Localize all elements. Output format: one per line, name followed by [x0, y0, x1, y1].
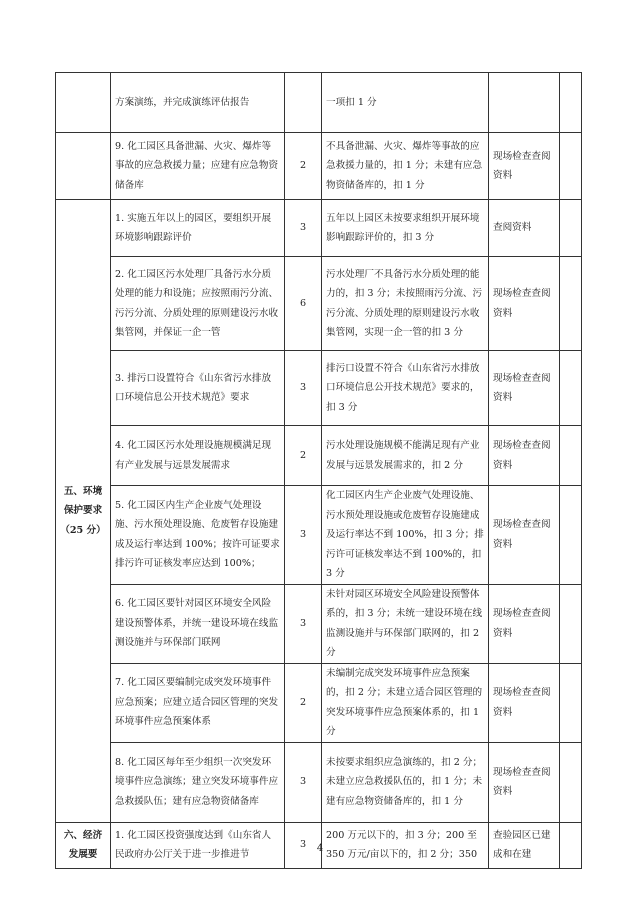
table-row — [56, 200, 582, 257]
category-cell — [56, 73, 111, 133]
table-row — [56, 351, 582, 426]
item-cell: 8. 化工园区每年至少组织一次突发环境事件应急演练；建立突发环境事件应急救援队伍；建有应急物资储备库 — [111, 742, 285, 822]
item-cell: 9. 化工园区具备泄漏、火灾、爆炸等事故的应急救援力量；应建有应急物资储备库 — [111, 133, 285, 200]
rule-cell: 五年以上园区未按要求组织开展环境影响跟踪评价的，扣 3 分 — [322, 200, 489, 257]
score-cell: 2 — [285, 426, 322, 486]
item-cell: 1. 实施五年以上的园区，要组织开展环境影响跟踪评价 — [111, 200, 285, 257]
table-row — [56, 584, 582, 663]
score-cell: 3 — [285, 584, 322, 663]
rule-cell: 不具备泄漏、火灾、爆炸等事故的应急救援力量的，扣 1 分；未建有应急物资储备库的，扣 1 分 — [322, 133, 489, 200]
method-cell: 查验园区已建成和在建 — [489, 822, 560, 868]
extra-cell — [560, 200, 582, 257]
item-cell: 3. 排污口设置符合《山东省污水排放口环境信息公开技术规范》要求 — [111, 351, 285, 426]
method-cell: 现场检查查阅资料 — [489, 351, 560, 426]
table-row — [56, 133, 582, 200]
extra-cell — [560, 584, 582, 663]
rule-cell: 一项扣 1 分 — [322, 73, 489, 133]
method-cell: 现场检查查阅资料 — [489, 663, 560, 742]
rule-cell: 未按要求组织应急演练的，扣 2 分；未建立应急救援队伍的，扣 1 分；未建有应急物资储备库的，扣 1 分 — [322, 742, 489, 822]
category-cell — [56, 133, 111, 200]
extra-cell — [560, 351, 582, 426]
method-cell: 查阅资料 — [489, 200, 560, 257]
item-cell: 5. 化工园区内生产企业废气处理设施、污水预处理设施、危废暂存设施建成及运行率达到 100%；按许可证要求排污许可证核发率应达到 100%； — [111, 486, 285, 585]
table-row — [56, 257, 582, 351]
score-cell: 3 — [285, 351, 322, 426]
table-row — [56, 486, 582, 585]
rule-cell: 化工园区内生产企业废气处理设施、污水预处理设施或危废暂存设施建成及运行率达不到 100%，扣 3 分；排污许可证核发率达不到 100%的，扣 3 分 — [322, 486, 489, 585]
item-cell: 6. 化工园区要针对园区环境安全风险建设预警体系，并统一建设环境在线监测设施并与环保部门联网 — [111, 584, 285, 663]
extra-cell — [560, 73, 582, 133]
extra-cell — [560, 133, 582, 200]
method-cell: 现场检查查阅资料 — [489, 742, 560, 822]
extra-cell — [560, 257, 582, 351]
table-row — [56, 742, 582, 822]
item-cell: 4. 化工园区污水处理设施规模满足现有产业发展与远景发展需求 — [111, 426, 285, 486]
extra-cell — [560, 426, 582, 486]
score-cell — [285, 73, 322, 133]
rule-cell: 污水处理设施规模不能满足现有产业发展与远景发展需求的，扣 2 分 — [322, 426, 489, 486]
method-cell: 现场检查查阅资料 — [489, 133, 560, 200]
method-cell: 现场检查查阅资料 — [489, 486, 560, 585]
rule-cell: 未针对园区环境安全风险建设预警体系的，扣 3 分；未统一建设环境在线监测设施并与环保部门联网的，扣 2 分 — [322, 584, 489, 663]
extra-cell — [560, 742, 582, 822]
item-cell: 2. 化工园区污水处理厂具备污水分质处理的能力和设施；应按照雨污分流、污污分流、分质处理的原则建设污水收集管网，并保证一企一管 — [111, 257, 285, 351]
rule-cell: 污水处理厂不具备污水分质处理的能力的，扣 3 分；未按照雨污分流、污污分流、分质处理的原则建设污水收集管网，实现一企一管的扣 3 分 — [322, 257, 489, 351]
score-cell: 3 — [285, 822, 322, 868]
item-cell: 1. 化工园区投资强度达到《山东省人民政府办公厅关于进一步推进节 — [111, 822, 285, 868]
rule-cell: 排污口设置不符合《山东省污水排放口环境信息公开技术规范》要求的，扣 3 分 — [322, 351, 489, 426]
score-cell: 2 — [285, 663, 322, 742]
extra-cell — [560, 663, 582, 742]
rule-cell: 200 万元以下的，扣 3 分；200 至 350 万元/亩以下的，扣 2 分；350 — [322, 822, 489, 868]
method-cell — [489, 73, 560, 133]
category-cell-environment: 五、环境保护要求（25 分） — [56, 200, 111, 823]
item-cell: 方案演练，并完成演练评估报告 — [111, 73, 285, 133]
score-cell: 3 — [285, 742, 322, 822]
score-cell: 2 — [285, 133, 322, 200]
score-cell: 3 — [285, 200, 322, 257]
table-row — [56, 663, 582, 742]
method-cell: 现场检查查阅资料 — [489, 257, 560, 351]
rule-cell: 未编制完成突发环境事件应急预案的，扣 2 分；未建立适合园区管理的突发环境事件应急预案体系的，扣 1 分 — [322, 663, 489, 742]
page-number: 4 — [316, 843, 324, 854]
score-cell: 3 — [285, 486, 322, 585]
table-row — [56, 426, 582, 486]
table-row — [56, 73, 582, 133]
item-cell: 7. 化工园区要编制完成突发环境事件应急预案；应建立适合园区管理的突发环境事件应急预案体系 — [111, 663, 285, 742]
method-cell: 现场检查查阅资料 — [489, 584, 560, 663]
method-cell: 现场检查查阅资料 — [489, 426, 560, 486]
extra-cell — [560, 486, 582, 585]
category-cell-economy: 六、经济发展要 — [56, 822, 111, 868]
evaluation-table — [55, 72, 582, 869]
score-cell: 6 — [285, 257, 322, 351]
